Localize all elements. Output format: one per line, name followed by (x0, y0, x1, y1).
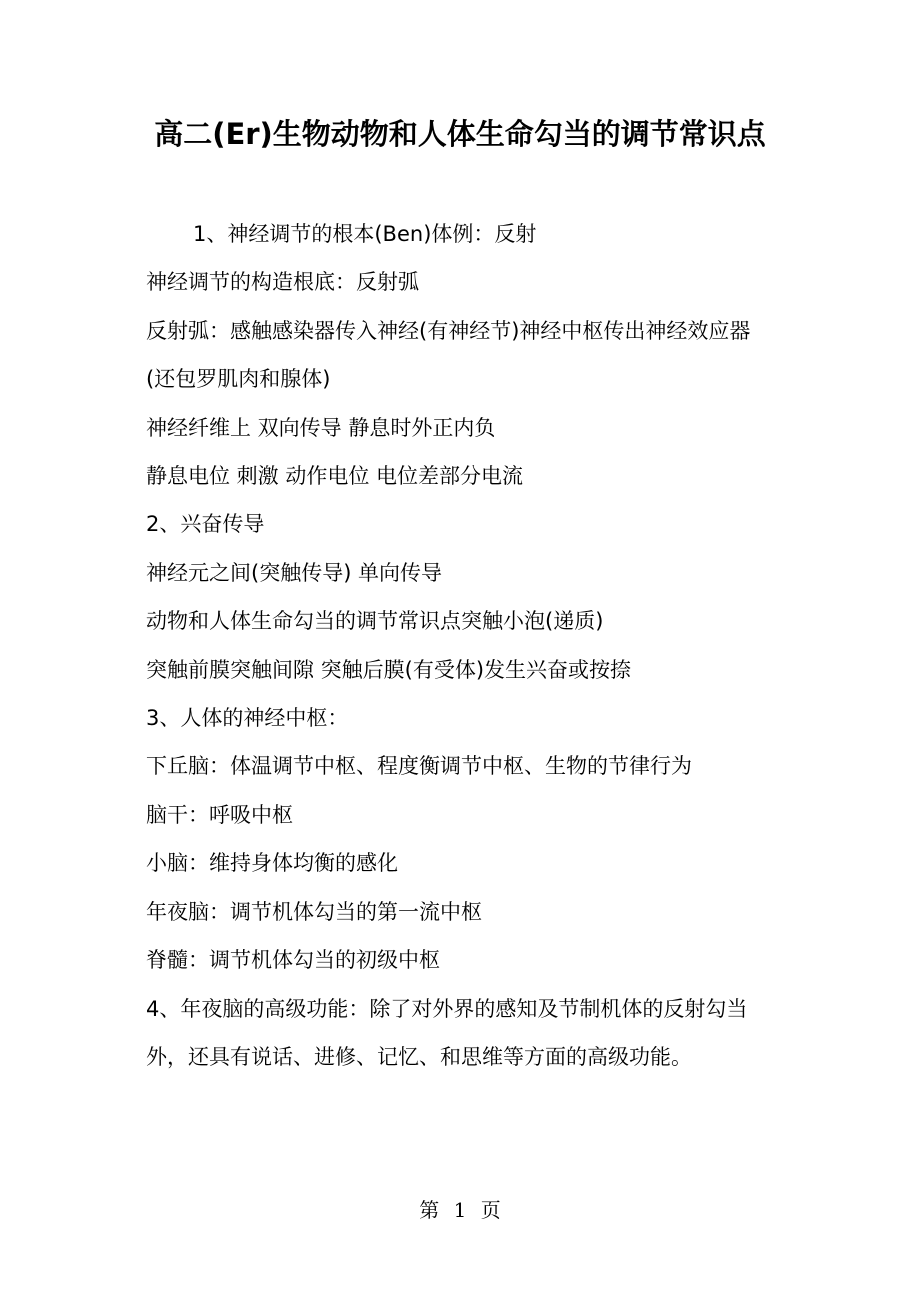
paragraph: 小脑：维持身体均衡的感化 (146, 851, 398, 876)
paragraph: 反射弧：感触感染器传入神经(有神经节)神经中枢传出神经效应器(还包罗肌肉和腺体) (146, 318, 751, 392)
paragraph: 4、年夜脑的高级功能：除了对外界的感知及节制机体的反射勾当外，还具有说话、进修、记忆、和思维等方面的高级功能。 (146, 996, 748, 1069)
page-label-suffix: 页 (480, 1198, 501, 1222)
paragraph: 神经元之间(突触传导) 单向传导 (146, 560, 443, 585)
document-title: 高二(Er)生物动物和人体生命勾当的调节常识点 (154, 117, 766, 151)
paragraph: 2、兴奋传导 (146, 512, 265, 537)
paragraph: 3、人体的神经中枢： (146, 706, 349, 731)
paragraph: 年夜脑：调节机体勾当的第一流中枢 (146, 899, 482, 924)
page-footer (0, 1194, 920, 1226)
paragraph: 1、神经调节的根本(Ben)体例：反射 (193, 222, 537, 246)
document-body (146, 210, 778, 1081)
paragraph: 脊髓：调节机体勾当的初级中枢 (146, 948, 440, 973)
paragraph: 动物和人体生命勾当的调节常识点突触小泡(递质) (146, 609, 604, 634)
paragraph: 突触前膜突触间隙 突触后膜(有受体)发生兴奋或按捺 (146, 657, 632, 682)
paragraph: 神经调节的构造根底：反射弧 (146, 270, 419, 295)
paragraph: 脑干：呼吸中枢 (146, 802, 293, 827)
paragraph: 静息电位 刺激 动作电位 电位差部分电流 (146, 464, 524, 489)
page-label-prefix: 第 (419, 1198, 440, 1222)
page-number: 1 (453, 1198, 467, 1222)
paragraph: 下丘脑：体温调节中枢、程度衡调节中枢、生物的节律行为 (146, 754, 692, 779)
paragraph: 神经纤维上 双向传导 静息时外正内负 (146, 415, 496, 440)
